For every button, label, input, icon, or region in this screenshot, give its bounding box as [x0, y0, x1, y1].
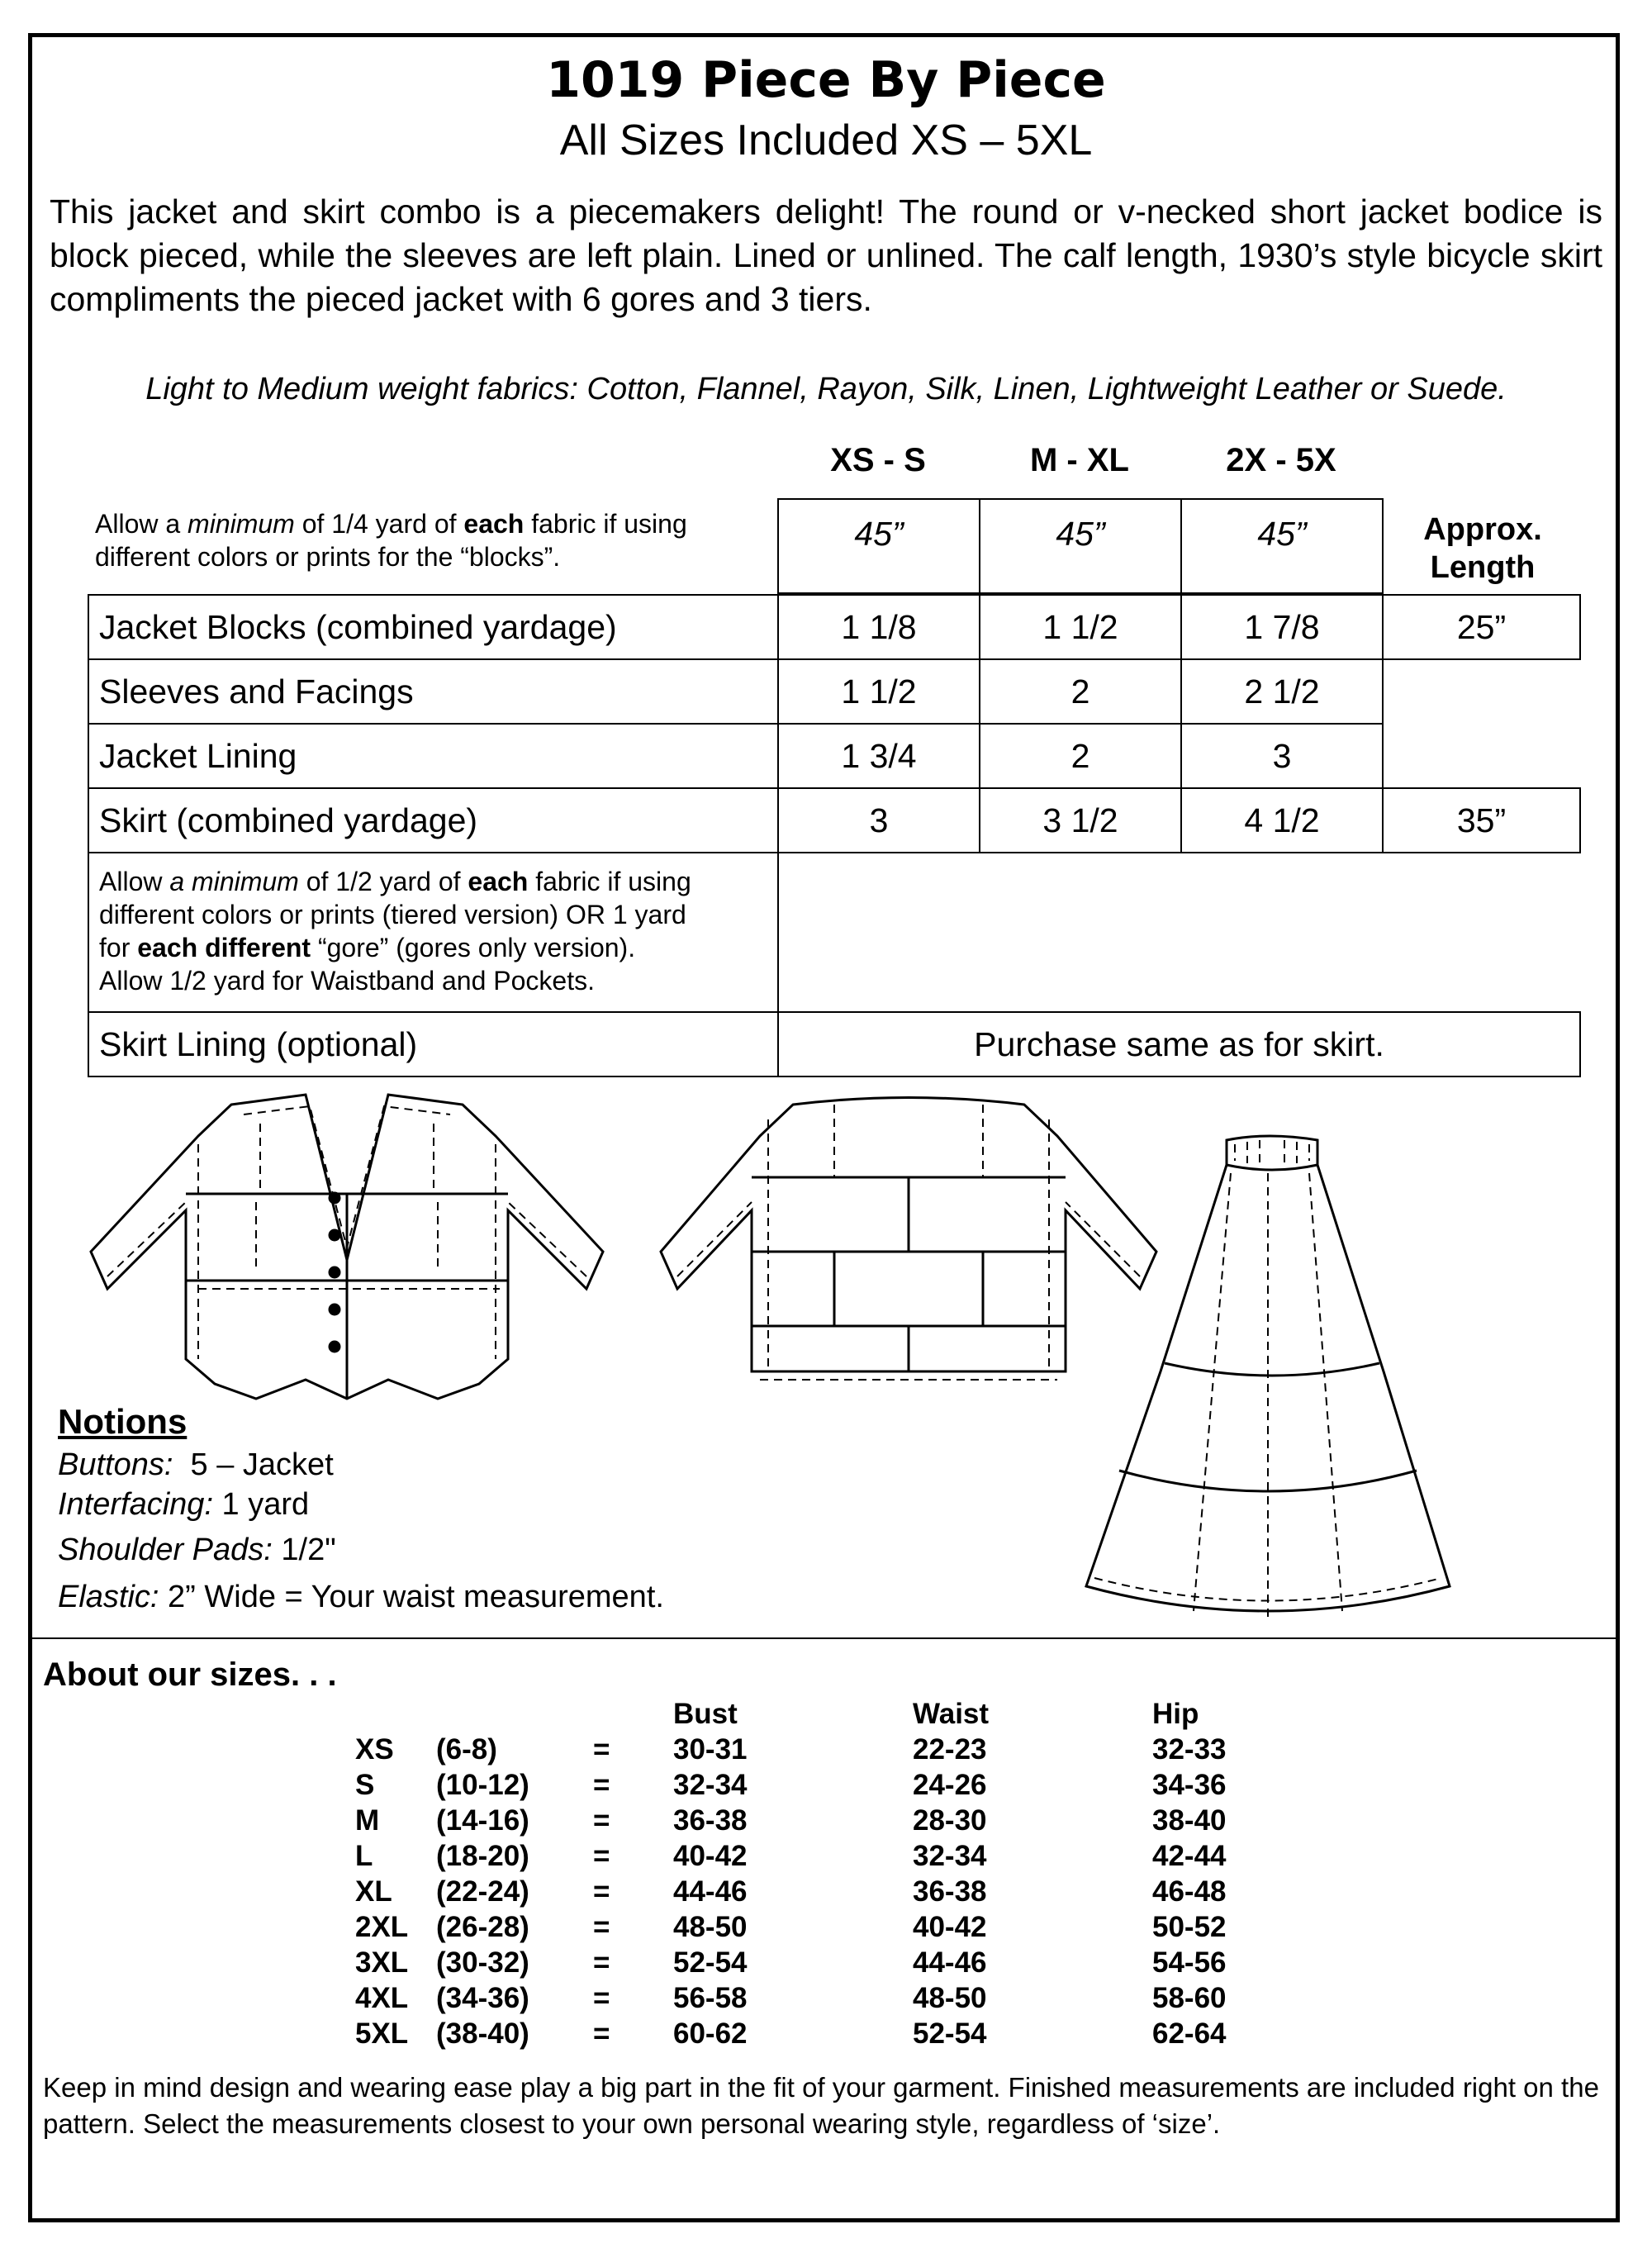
size-cell-range: (38-40) [436, 2017, 529, 2050]
cell-jacket-lining-2x-5x: 3 [1180, 723, 1384, 789]
cell-sleeves-m-xl: 2 [979, 658, 1182, 725]
sizes-heading: About our sizes. . . [43, 1656, 337, 1693]
size-cell-bust: 36-38 [673, 1804, 748, 1837]
size-cell-waist: 22-23 [913, 1733, 987, 1766]
cell-jacket-blocks-2x-5x: 1 7/8 [1180, 594, 1384, 660]
approx-length-header: Approx. Length [1423, 512, 1542, 585]
notion-buttons: Buttons: 5 – Jacket [58, 1447, 334, 1482]
size-cell-range: (26-28) [436, 1911, 529, 1943]
size-cell-waist: 32-34 [913, 1840, 987, 1872]
skirt-fabric-note: Allow a minimum of 1/2 yard of each fabric if using different colors or prints (tiered version) OR 1 yard for each different “gore” (gores only version). Allow 1/2 yard for Waistband and Pockets. [88, 852, 779, 1013]
cell-jacket-lining-xs-s: 1 3/4 [777, 723, 980, 789]
row-label-jacket-lining: Jacket Lining [88, 723, 779, 789]
size-cell-size: 5XL [355, 2017, 409, 2050]
tiered-skirt-illustration [1070, 1124, 1466, 1628]
cell-jacket-blocks-xs-s: 1 1/8 [777, 594, 980, 660]
fabric-width-m-xl: 45” [979, 498, 1182, 594]
size-cell-range: (30-32) [436, 1946, 529, 1979]
size-cell-range: (10-12) [436, 1769, 529, 1801]
size-cell-hip: 46-48 [1152, 1875, 1227, 1908]
size-cell-range: (18-20) [436, 1840, 529, 1872]
notion-shoulder-pads: Shoulder Pads: 1/2" [58, 1533, 336, 1567]
fabric-width-xs-s: 45” [777, 498, 980, 594]
fit-footnote: Keep in mind design and wearing ease play a big part in the fit of your garment. Finished measurements are included right on the pattern. Select the measurements closest to your own personal wearing style, regardless of ‘size’. [43, 2072, 1599, 2139]
size-cell-size: S [355, 1769, 375, 1801]
size-cell-eq: = [593, 1946, 610, 1979]
notion-elastic: Elastic: 2” Wide = Your waist measurement. [58, 1580, 664, 1614]
size-cell-hip: 58-60 [1152, 1982, 1227, 2014]
size-cell-hip: 50-52 [1152, 1911, 1227, 1943]
block-fabric-note: Allow a minimum of 1/4 yard of each fabric if using different colors or prints for the “blocks”. [95, 509, 687, 572]
size-cell-eq: = [593, 1982, 610, 2014]
size-cell-size: XL [355, 1875, 392, 1908]
size-cell-eq: = [593, 1840, 610, 1872]
cell-sleeves-2x-5x: 2 1/2 [1180, 658, 1384, 725]
size-cell-hip: 62-64 [1152, 2017, 1227, 2050]
size-cell-bust: 32-34 [673, 1769, 748, 1801]
size-cell-eq: = [593, 2017, 610, 2050]
cell-skirt-2x-5x: 4 1/2 [1180, 787, 1384, 853]
size-cell-eq: = [593, 1769, 610, 1801]
cell-jacket-lining-m-xl: 2 [979, 723, 1182, 789]
sizes-header-bust: Bust [673, 1698, 738, 1730]
size-cell-bust: 48-50 [673, 1911, 748, 1943]
sizes-header-waist: Waist [913, 1698, 990, 1730]
size-cell-waist: 24-26 [913, 1769, 987, 1801]
v-neck-jacket-illustration [50, 1086, 644, 1413]
row-label-skirt-lining: Skirt Lining (optional) [88, 1011, 779, 1077]
size-cell-range: (34-36) [436, 1982, 529, 2014]
size-cell-waist: 36-38 [913, 1875, 987, 1908]
cell-skirt-length: 35” [1382, 787, 1581, 853]
size-cell-size: XS [355, 1733, 394, 1766]
skirt-note-divider [777, 852, 779, 1013]
column-header-xs-s: XS - S [830, 442, 926, 478]
size-cell-hip: 32-33 [1152, 1733, 1227, 1766]
size-cell-waist: 48-50 [913, 1982, 987, 2014]
size-cell-bust: 56-58 [673, 1982, 748, 2014]
page-subtitle: All Sizes Included XS – 5XL [559, 116, 1093, 164]
cell-skirt-xs-s: 3 [777, 787, 980, 853]
size-cell-waist: 52-54 [913, 2017, 987, 2050]
size-cell-size: 2XL [355, 1911, 409, 1943]
size-cell-bust: 44-46 [673, 1875, 748, 1908]
size-cell-bust: 52-54 [673, 1946, 748, 1979]
row-label-jacket-blocks: Jacket Blocks (combined yardage) [88, 594, 779, 660]
size-cell-range: (14-16) [436, 1804, 529, 1837]
fabric-width-2x-5x: 45” [1180, 498, 1384, 594]
size-cell-range: (22-24) [436, 1875, 529, 1908]
size-cell-hip: 42-44 [1152, 1840, 1227, 1872]
size-cell-size: 3XL [355, 1946, 409, 1979]
size-cell-waist: 40-42 [913, 1911, 987, 1943]
size-cell-waist: 28-30 [913, 1804, 987, 1837]
size-cell-hip: 54-56 [1152, 1946, 1227, 1979]
cell-skirt-lining-value: Purchase same as for skirt. [777, 1011, 1581, 1077]
column-header-2x-5x: 2X - 5X [1226, 442, 1336, 478]
size-cell-eq: = [593, 1733, 610, 1766]
size-cell-bust: 40-42 [673, 1840, 748, 1872]
cell-jacket-blocks-m-xl: 1 1/2 [979, 594, 1182, 660]
sizes-header-hip: Hip [1152, 1698, 1199, 1730]
cell-jacket-length: 25” [1382, 594, 1581, 660]
cell-sleeves-xs-s: 1 1/2 [777, 658, 980, 725]
column-header-m-xl: M - XL [1030, 442, 1129, 478]
section-divider [32, 1637, 1616, 1639]
fabric-recommendation: Light to Medium weight fabrics: Cotton, Flannel, Rayon, Silk, Linen, Lightweight Leather or Suede. [145, 372, 1507, 406]
row-label-skirt: Skirt (combined yardage) [88, 787, 779, 853]
size-cell-eq: = [593, 1911, 610, 1943]
size-cell-waist: 44-46 [913, 1946, 987, 1979]
size-cell-eq: = [593, 1804, 610, 1837]
size-cell-hip: 34-36 [1152, 1769, 1227, 1801]
size-cell-size: L [355, 1840, 373, 1872]
size-cell-eq: = [593, 1875, 610, 1908]
cell-skirt-m-xl: 3 1/2 [979, 787, 1182, 853]
size-cell-hip: 38-40 [1152, 1804, 1227, 1837]
size-cell-range: (6-8) [436, 1733, 497, 1766]
size-cell-bust: 30-31 [673, 1733, 748, 1766]
notions-heading: Notions [58, 1402, 188, 1441]
intro-paragraph: This jacket and skirt combo is a piecemakers delight! The round or v-necked short jacket bodice is block pieced, while the sleeves are left plain. Lined or unlined. The calf length, 1930’s style bicycle skirt compliments the pieced jacket with 6 gores and 3 tiers. [50, 192, 1602, 318]
notion-interfacing: Interfacing: 1 yard [58, 1487, 310, 1522]
size-cell-size: M [355, 1804, 380, 1837]
page-title: 1019 Piece By Piece [546, 51, 1106, 109]
size-cell-bust: 60-62 [673, 2017, 748, 2050]
size-cell-size: 4XL [355, 1982, 409, 2014]
row-label-sleeves-facings: Sleeves and Facings [88, 658, 779, 725]
